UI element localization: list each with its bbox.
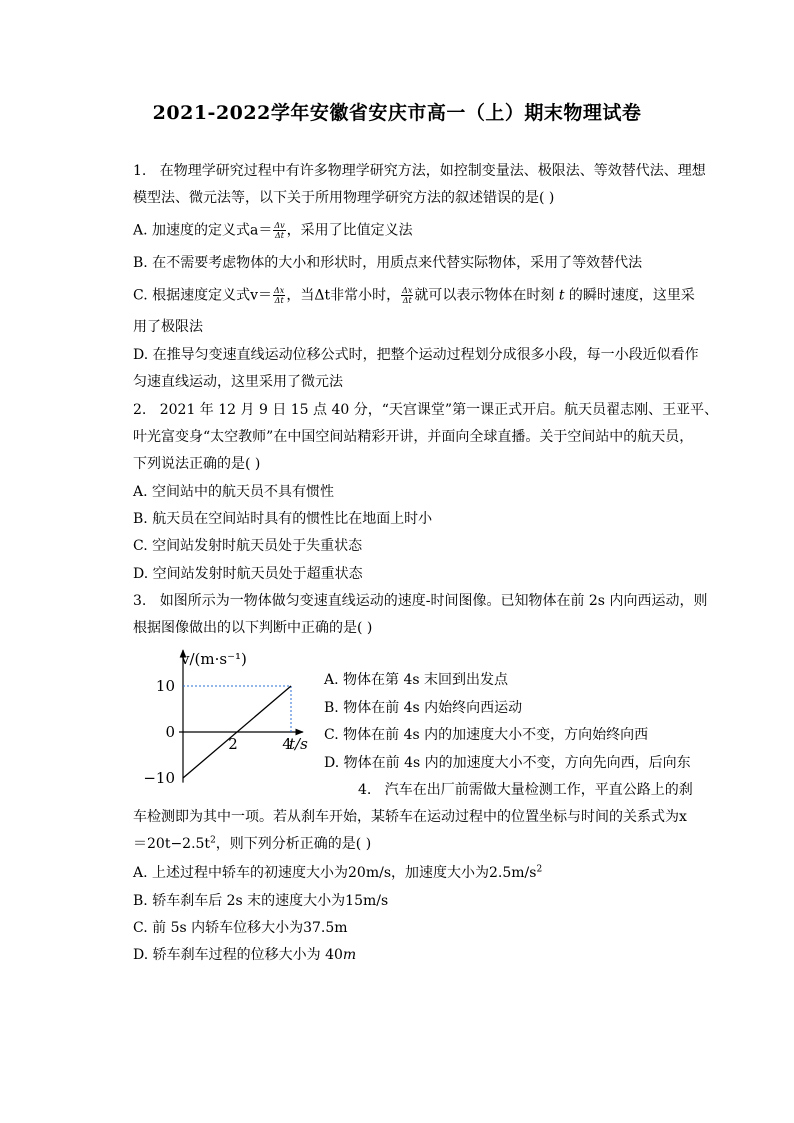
y-tick-label: 0 (165, 723, 175, 741)
q1-option-b: B. 在不需要考虑物体的大小和形状时，用质点来代替实际物体，采用了等效替代法 (133, 255, 643, 271)
q3-stem-line2: 根据图像做出的以下判断中正确的是( ) (133, 620, 373, 636)
q4-option-b: B. 轿车刹车后 2s 末的速度大小为15m/s (133, 893, 389, 909)
q2-option-c: C. 空间站发射时航天员处于失重状态 (133, 538, 363, 554)
y-tick-label: 10 (155, 677, 175, 695)
x-tick-label: 4 (282, 735, 292, 753)
q4-option-d: D. 轿车刹车过程的位移大小为 40m (133, 947, 357, 963)
q2-stem-line3: 下列说法正确的是( ) (133, 456, 261, 472)
q1-option-d-line1: D. 在推导匀变速直线运动位移公式时，把整个运动过程划分成很多小段，每一小段近似看作 (133, 347, 699, 363)
q3-option-c: C. 物体在前 4s 内的加速度大小不变，方向始终向西 (324, 727, 649, 743)
q2-option-a: A. 空间站中的航天员不具有惯性 (133, 484, 335, 500)
q2-option-b: B. 航天员在空间站时具有的惯性比在地面上时小 (133, 511, 433, 527)
q1-stem-line1 (133, 162, 706, 180)
q3-stem-line1: 3. 如图所示为一物体做匀变速直线运动的速度-时间图像。已知物体在前 2s 内向西运动，则 (133, 593, 708, 609)
q1-stem-text: 在物理学研究过程中有许多物理学研究方法，如控制变量法、极限法、等效替代法、理想 (159, 163, 706, 179)
q3-option-a: A. 物体在第 4s 末回到出发点 (324, 672, 509, 688)
q3-option-b: B. 物体在前 4s 内始终向西运动 (324, 700, 523, 716)
page-title: 2021-2022学年安徽省安庆市高一（上）期末物理试卷 (152, 102, 642, 124)
q2-stem-line2: 叶光富变身“太空教师”在中国空间站精彩开讲，并面向全球直播。关于空间站中的航天员， (133, 429, 694, 445)
x-axis-label: t/s (289, 735, 308, 753)
q3-option-d: D. 物体在前 4s 内的加速度大小不变，方向先向西，后向东 (324, 755, 691, 771)
q2-stem-line1: 2. 2021 年 12 月 9 日 15 点 40 分，“天宫课堂”第一课正式开启。航天员翟志刚、王亚平、 (133, 402, 719, 418)
velocity-time-graph (125, 642, 317, 792)
q4-stem-line1: 4. 汽车在出厂前需做大量检测工作，平直公路上的刹 (358, 782, 693, 798)
q1-stem-line2: 模型法、微元法等，以下关于所用物理学研究方法的叙述错误的是( ) (133, 190, 555, 206)
q2-number: 2. (133, 402, 147, 418)
q1-option-a: A. 加速度的定义式a＝ $\frac{\Delta v}{\Delta t}$ ，采用了比值定义法 (133, 221, 413, 240)
q1-a-fraction: $\frac{\Delta v}{\Delta t}$ (274, 221, 285, 240)
q1-number: 1. (133, 163, 147, 179)
y-tick-label: −10 (143, 769, 175, 787)
q4-number: 4. (358, 782, 372, 798)
q1-option-c-line2: 用了极限法 (133, 319, 203, 335)
q1-c-fraction2: $\frac{\Delta x}{\Delta t}$ (402, 286, 413, 305)
q1-option-d-line2: 匀速直线运动，这里采用了微元法 (133, 374, 343, 390)
q2-option-d: D. 空间站发射时航天员处于超重状态 (133, 566, 363, 582)
q4-option-a: A. 上述过程中轿车的初速度大小为20m/s，加速度大小为$2.5m/s^2$ (133, 864, 543, 881)
q4-stem-line3: $=20t-2.5t^2$，则下列分析正确的是( ) (133, 835, 372, 852)
q4-stem-line2: 车检测即为其中一项。若从刹车开始，某轿车在运动过程中的位置坐标与时间的关系式为x (133, 809, 687, 825)
q1-option-c-line1: C. 根据速度定义式v＝ $\frac{\Delta x}{\Delta t}$ ，当Δt非常小时， $\frac{\Delta x}{\Delta t}$ 就可以表示物体在时刻 t 的瞬时速度，这里采 (133, 286, 695, 305)
q3-number: 3. (133, 593, 147, 609)
y-axis-label: v/(m·s⁻¹) (181, 650, 247, 668)
x-tick-label: 2 (228, 735, 238, 753)
q1-c-fraction1: $\frac{\Delta x}{\Delta t}$ (274, 286, 285, 305)
q4-option-c: C. 前 5s 内轿车位移大小为37.5m (133, 920, 348, 936)
